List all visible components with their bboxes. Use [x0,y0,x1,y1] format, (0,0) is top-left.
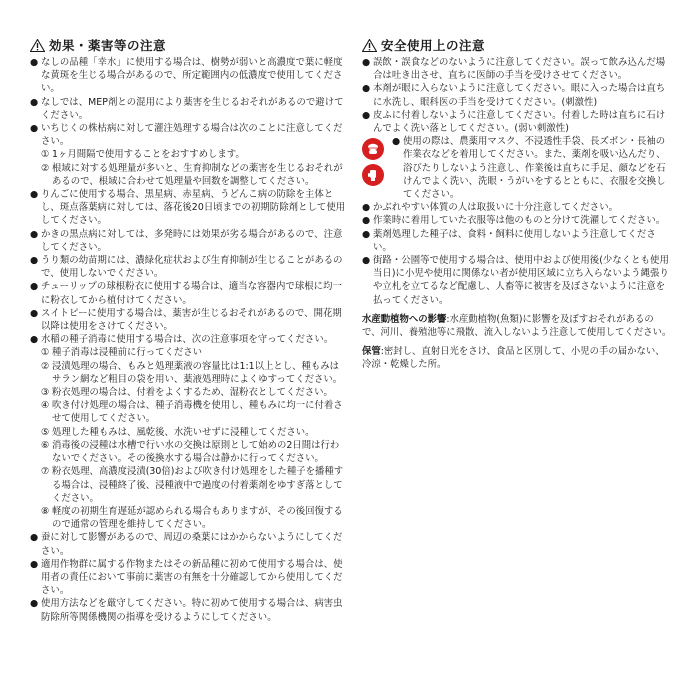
list-item: ● かぶれやすい体質の人は取扱いに十分注意してください。 [362,202,619,214]
effects-title: 効果・薬害等の注意 [49,38,167,53]
sub-item [30,162,348,188]
aquatic-note [362,313,672,339]
bullet: ● [392,136,401,148]
list-item [30,188,348,228]
storage-label: 保管 [362,346,381,358]
list-item: ● 薬剤処理した種子は、食料・飼料に使用しないよう注意してください。 [362,228,656,253]
item-text: 軽度の初期生育遅延が認められる場合もありますが、その後回復するので通常の管理を維持してください。 [52,505,343,531]
item-text: 処理した種もみは、風乾後、水洗いせずに浸種してください。 [52,426,315,438]
item-text: 水稲の種子消毒に使用する場合は、次の注意事項を守ってください。 [41,334,334,346]
sub-item [30,148,348,161]
sub-number: ② [41,162,50,174]
sub-number: ④ [41,400,50,412]
effects-list [30,56,348,624]
bullet: ● [30,189,39,201]
item-text: 蚕に対して影響があるので、周辺の桑葉にはかからないようにしてください。 [41,532,343,557]
effects-heading [30,36,348,54]
sub-item [30,465,348,505]
bullet: ● [30,123,39,135]
sub-number: ② [41,360,50,372]
safety-list-bottom [362,201,672,307]
sub-number: ③ [41,387,50,399]
sub-number: ⑧ [41,505,50,517]
bullet: ● [362,215,371,227]
list-item: ● 街路・公園等で使用する場合は、使用中および使用後(少なくとも使用当日)に小児や使用に関係ない者が使用区域に立ち入らないよう縄張りや立札を立てるなど配慮し、人畜等に被害を及ぼさないように注意を払ってください。 [362,255,669,306]
item-text: 消毒後の浸種は水槽で行い水の交換は原則として始めの2日間は行わないでください。その後換水する場合は静かに行ってください。 [52,439,340,465]
bullet: ● [362,202,371,214]
list-item [30,333,348,346]
sub-number: ⑥ [41,439,50,451]
sub-item [30,505,348,531]
aquatic-text: :水産動植物(魚類)に影響を及ぼすおそれがあるので、河川、養殖池等に飛散、流入しないよう注意して使用してください。 [362,313,672,339]
sub-number: ⑤ [41,426,50,438]
safety-list-top [362,56,672,135]
item-text: 根域に対する処理量が多いと、生育抑制などの薬害を生じるおそれがあるので、根域に合わせて処理量や回数を調整してください。 [52,162,343,187]
aquatic-label: 水産動植物への影響 [362,313,447,325]
item-text: スイトピーに使用する場合は、薬害が生じるおそれがあるので、開花期以降は使用をさけてください。 [41,307,342,333]
bullet: ● [362,228,371,240]
safety-heading [362,36,672,54]
item-text: 粉衣処理、高濃度浸漬(30倍)および吹き付け処理をした種子を播種する場合は、浸種終了後、浸種液中で過度の付着薬剤をゆすぎ落としてください。 [52,466,344,504]
sub-item [30,439,348,465]
bullet: ● [362,83,371,95]
safety-section [362,36,672,372]
bullet: ● [362,255,371,267]
item-text: 粉衣処理の場合は、付着をよくするため、湿粉衣としてください。 [52,387,333,399]
effects-section [30,36,348,624]
bullet: ● [362,57,371,68]
sub-number: ① [41,149,50,161]
item-text: 使用方法などを厳守してください。特に初めて使用する場合は、病害虫防除所等関係機関の指導を受けるようにしてください。 [41,598,343,623]
item-text: 適用作物群に属する作物またはその新品種に初めて使用する場合は、使用者の責任において事前に薬害の有無を十分確認してから使用してください。 [41,558,343,597]
sub-item [30,386,348,399]
bullet: ● [30,57,39,68]
sub-item [30,346,348,359]
list-item [30,122,348,148]
item-text: かきの黒点病に対しては、多発時には効果が劣る場合があるので、注意してください。 [41,228,343,253]
sub-number: ① [41,347,50,359]
bullet: ● [362,109,371,121]
item-text: なしの品種「幸水」に使用する場合は、樹勢が弱いと高濃度で葉に軽度な黄斑を生じる場合があるので、所定範囲内の低濃度で使用してください。 [41,57,343,95]
safety-title: 安全使用上の注意 [381,38,486,53]
storage-note [362,345,672,371]
item-text: 種子消毒は浸種前に行ってください [52,347,203,359]
list-item [30,254,348,280]
list-item: ● 皮ふに付着しないように注意してください。付着した時は直ちに石けんでよく洗い落としてください。(弱い刺激性) [362,109,666,135]
list-item: ● 本剤が眼に入らないように注意してください。眼に入った場合は直ちに水洗し、眼科医の手当を受けてください。(刺激性) [362,83,666,108]
list-item [30,280,348,306]
bullet: ● [30,307,39,319]
bullet: ● [30,558,39,570]
list-item [30,307,348,333]
item-text: 浸漬処理の場合、もみと処理薬液の容量比は1:1以上とし、種もみはサラン網など粗目の袋を用い、薬液処理時によくゆすってください。 [52,360,343,385]
bullet: ● [30,598,39,610]
list-item: ● 誤飲・誤食などのないように注意してください。誤って飲み込んだ場合は吐き出させ、直ちに医師の手当を受けさせてください。 [362,57,666,82]
ppe-text: ● 使用の際は、農薬用マスク、不浸透性手袋、長ズボン・長袖の作業衣などを着用してください。また、薬剤を吸い込んだり、浴びたりしないよう注意し、作業後は直ちに手足、顔などを石けんでよく洗い、洗眼・うがいをするとともに、衣服を交換してください。 [392,136,666,201]
warning-triangle-icon [30,39,45,52]
bullet: ● [30,281,39,293]
sub-item [30,360,348,386]
list-item [30,531,348,557]
sub-number: ⑦ [41,466,50,478]
list-item [30,56,348,96]
list-item [30,228,348,254]
ppe-item [362,135,672,201]
item-text: うり類の幼苗期には、濃緑化症状および生育抑制が生じることがあるので、使用しないでください。 [41,255,343,280]
storage-text: :密封し、直射日光をさけ、食品と区別して、小児の手の届かない、冷涼・乾燥した所。 [362,346,665,371]
bullet: ● [30,334,39,346]
item-text: 吹き付け処理の場合は、種子消毒機を使用し、種もみに均一に付着させて使用してください。 [52,400,343,425]
list-item [30,96,348,122]
list-item [30,597,348,623]
item-text: 1ヶ月間隔で使用することをおすすめします。 [52,149,245,161]
sub-item [30,426,348,439]
list-item [30,558,348,598]
item-text: チューリップの球根粉衣に使用する場合は、適当な容器内で球根に均一に粉衣してから植付けてください。 [41,281,342,306]
item-text: いちじくの株枯病に対して灌注処理する場合は次のことに注意してください。 [41,123,343,148]
sub-item [30,399,348,425]
bullet: ● [30,532,39,544]
bullet: ● [30,96,39,108]
list-item: ● 作業時に着用していた衣服等は他のものと分けて洗濯してください。 [362,215,666,227]
bullet: ● [30,228,39,240]
item-text: りんごに使用する場合、黒星病、赤星病、うどんこ病の防除を主体とし、斑点落葉病に対しては、落花後20日頃までの初期防除剤として使用してください。 [41,189,346,227]
warning-triangle-icon [362,39,377,52]
bullet: ● [30,255,39,267]
item-text: なしでは、MEP剤との混用により薬害を生じるおそれがあるので避けてください。 [41,96,344,121]
